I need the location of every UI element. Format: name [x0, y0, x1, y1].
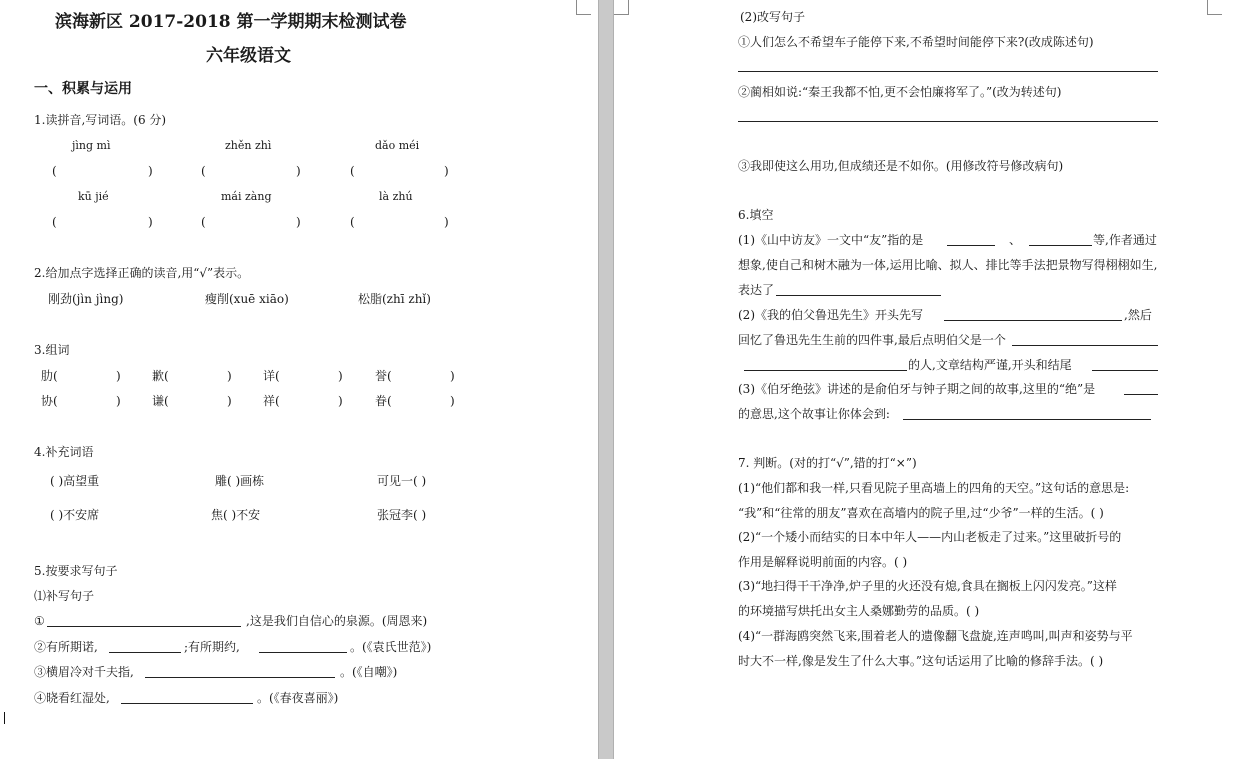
- q6-l1-a: (1)《山中访友》一文中“友”指的是: [738, 233, 924, 247]
- q3-close: ): [227, 394, 232, 408]
- q2-heading: 2.给加点字选择正确的读音,用“√”表示。: [34, 266, 250, 280]
- q2-item: 瘦削(xuē xiāo): [205, 292, 289, 306]
- q6-l6: 的人,文章结构严谨,开头和结尾: [908, 358, 1072, 372]
- q3-heading: 3.组词: [34, 343, 70, 357]
- q7-line: (2)“一个矮小而结实的日本中年人——内山老板走了过来。”这里破折号的: [738, 530, 1122, 544]
- q5-heading: 5.按要求写句子: [34, 564, 118, 578]
- q5-2-s3: ③我即使这么用功,但成绩还是不如你。(用修改符号修改病句): [738, 159, 1064, 173]
- q6-l5: 回忆了鲁迅先生生前的四件事,最后点明伯父是一个: [738, 333, 1006, 347]
- left-page: [0, 0, 598, 759]
- q4-item: 张冠李( ): [377, 508, 427, 522]
- q5-s3-b: 。(《自嘲》): [340, 665, 398, 679]
- q6-l3: 表达了: [738, 283, 775, 297]
- answer-line[interactable]: [47, 626, 241, 627]
- q6-l4-b: ,然后: [1124, 308, 1152, 322]
- q2-item: 刚劲(jìn jìng): [48, 292, 124, 306]
- q5-2-heading: (2)改写句子: [740, 10, 805, 24]
- q3-item: 协(: [41, 394, 58, 408]
- page-corner-mark: [1207, 0, 1222, 15]
- paren: ): [296, 164, 301, 178]
- q1-heading: 1.读拼音,写词语。(6 分): [34, 113, 167, 127]
- answer-line[interactable]: [776, 295, 941, 296]
- q3-item: 详(: [263, 369, 280, 383]
- q3-item: 谦(: [152, 394, 169, 408]
- page-corner-mark: [576, 0, 591, 15]
- q2-item: 松脂(zhī zhǐ): [358, 292, 431, 306]
- q5-s4-a: ④晓看红湿处,: [34, 691, 110, 705]
- q5-s2-a: ②有所期诺,: [34, 640, 98, 654]
- q4-item: ( )高望重: [50, 474, 100, 488]
- paren: (: [201, 215, 206, 229]
- q5-s2-c: 。(《袁氏世范》): [350, 640, 432, 654]
- q7-heading: 7. 判断。(对的打“√”,错的打“×”): [738, 456, 917, 470]
- pinyin: là zhú: [379, 190, 413, 203]
- q5-s1-end: ,这是我们自信心的泉源。(周恩来): [246, 614, 428, 628]
- q4-item: 焦( )不安: [211, 508, 261, 522]
- paren: (: [52, 164, 57, 178]
- q3-close: ): [450, 369, 455, 383]
- answer-line[interactable]: [947, 245, 995, 246]
- pinyin: dǎo méi: [375, 139, 420, 152]
- answer-line[interactable]: [259, 652, 347, 653]
- q5-2-s1: ①人们怎么不希望车子能停下来,不希望时间能停下来?(改成陈述句): [738, 35, 1094, 49]
- q4-heading: 4.补充词语: [34, 445, 94, 459]
- q3-close: ): [227, 369, 232, 383]
- answer-line[interactable]: [121, 703, 253, 704]
- exam-subtitle: 六年级语文: [206, 46, 291, 66]
- q7-line: 作用是解释说明前面的内容。( ): [738, 555, 908, 569]
- q6-l2: 想象,使自己和树木融为一体,运用比喻、拟人、排比等手法把景物写得栩栩如生,: [738, 258, 1158, 272]
- q6-l1-c: 等,作者通过: [1093, 233, 1157, 247]
- answer-line[interactable]: [1012, 345, 1158, 346]
- q5-s2-b: ;有所期约,: [184, 640, 240, 654]
- answer-line[interactable]: [738, 121, 1158, 122]
- q4-item: ( )不安席: [50, 508, 100, 522]
- paren: (: [52, 215, 57, 229]
- q7-line: (1)“他们都和我一样,只看见院子里高墙上的四角的天空。”这句话的意思是:: [738, 481, 1130, 495]
- pinyin: mái zàng: [221, 190, 272, 203]
- answer-line[interactable]: [145, 677, 335, 678]
- answer-line[interactable]: [903, 419, 1151, 420]
- pinyin: kū jié: [78, 190, 109, 203]
- q7-line: 时大不一样,像是发生了什么大事。”这句话运用了比喻的修辞手法。( ): [738, 654, 1104, 668]
- paren: (: [350, 164, 355, 178]
- answer-line[interactable]: [1124, 394, 1158, 395]
- paren: (: [350, 215, 355, 229]
- q3-close: ): [450, 394, 455, 408]
- q6-l8: 的意思,这个故事让你体会到:: [738, 407, 890, 421]
- answer-line[interactable]: [1029, 245, 1092, 246]
- paren: ): [444, 215, 449, 229]
- q3-close: ): [116, 394, 121, 408]
- q3-item: 祥(: [263, 394, 280, 408]
- q3-close: ): [116, 369, 121, 383]
- answer-line[interactable]: [944, 320, 1122, 321]
- q6-l4-a: (2)《我的伯父鲁迅先生》开头先写: [738, 308, 923, 322]
- q3-item: 肋(: [41, 369, 58, 383]
- q6-heading: 6.填空: [738, 208, 774, 222]
- q3-close: ): [338, 369, 343, 383]
- q3-item: 誉(: [375, 369, 392, 383]
- q5-s3-a: ③横眉冷对千夫指,: [34, 665, 134, 679]
- paren: ): [148, 215, 153, 229]
- q4-item: 可见一( ): [377, 474, 427, 488]
- paren: (: [201, 164, 206, 178]
- q7-line: “我”和“往常的朋友”喜欢在高墙内的院子里,过“少爷”一样的生活。( ): [738, 506, 1104, 520]
- q5-s4-b: 。(《春夜喜丽》): [257, 691, 339, 705]
- section-heading: 一、积累与运用: [34, 81, 132, 97]
- q5-sub: ⑴补写句子: [34, 589, 95, 603]
- answer-line[interactable]: [1092, 370, 1158, 371]
- q7-line: 的环境描写烘托出女主人桑娜勤劳的品质。( ): [738, 604, 980, 618]
- page-gutter: [598, 0, 614, 759]
- paren: ): [444, 164, 449, 178]
- q3-close: ): [338, 394, 343, 408]
- q7-line: (4)“一群海鸥突然飞来,围着老人的遗像翻飞盘旋,连声鸣叫,叫声和姿势与平: [738, 629, 1133, 643]
- q4-item: 雕( )画栋: [215, 474, 265, 488]
- q6-l7-a: (3)《伯牙绝弦》讲述的是俞伯牙与钟子期之间的故事,这里的“绝”是: [738, 382, 1096, 396]
- text-cursor: [4, 712, 5, 724]
- pinyin: zhěn zhì: [225, 139, 272, 152]
- q7-line: (3)“地扫得干干净净,炉子里的火还没有熄,食具在搁板上闪闪发亮。”这样: [738, 579, 1117, 593]
- q3-item: 歉(: [152, 369, 169, 383]
- paren: ): [148, 164, 153, 178]
- answer-line[interactable]: [738, 71, 1158, 72]
- paren: ): [296, 215, 301, 229]
- answer-line[interactable]: [109, 652, 181, 653]
- q5-2-s2: ②蔺相如说:“秦王我都不怕,更不会怕廉将军了。”(改为转述句): [738, 85, 1062, 99]
- page-corner-mark: [614, 0, 629, 15]
- pinyin: jìng mì: [72, 139, 111, 152]
- exam-title: 滨海新区 2017-2018 第一学期期末检测试卷: [55, 12, 407, 32]
- q6-l1-b: 、: [1009, 233, 1022, 247]
- right-page: [614, 0, 1241, 759]
- answer-line[interactable]: [744, 370, 907, 371]
- q3-item: 眷(: [375, 394, 392, 408]
- q5-s1-start: ①: [34, 614, 45, 628]
